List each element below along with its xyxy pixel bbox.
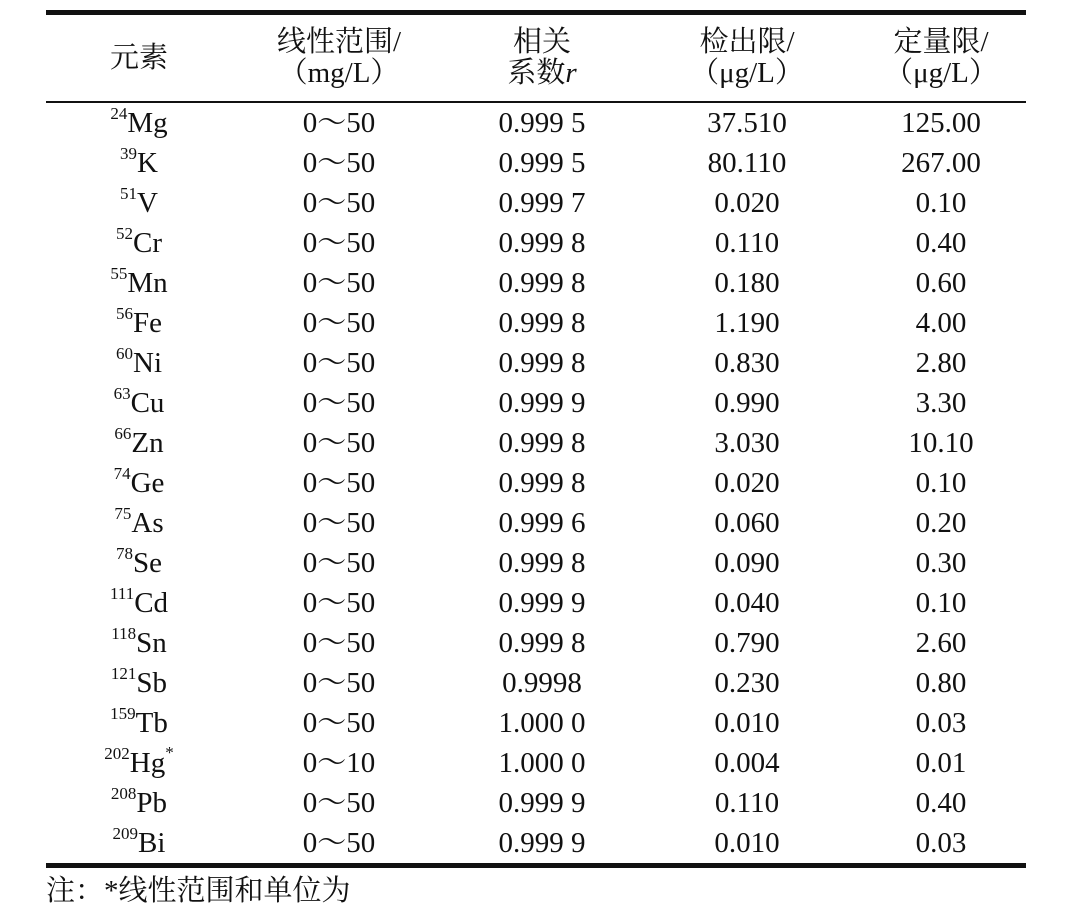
cell-loq: 0.80 — [915, 667, 967, 699]
header-lod-unit: （μg/L） — [690, 57, 804, 89]
footnote-partial: 注：*线性范围和单位为 — [46, 875, 351, 907]
cell-linear-range: 0～50 — [302, 707, 376, 739]
cell-correlation: 0.999 8 — [498, 347, 586, 379]
cell-element — [46, 423, 232, 463]
cell-lod: 0.990 — [714, 387, 780, 419]
cell-loq: 267.00 — [901, 147, 981, 179]
table-row — [46, 223, 1026, 263]
element-symbol: Pb — [136, 787, 168, 819]
cell-element — [46, 663, 232, 703]
cell-correlation: 0.999 9 — [498, 387, 586, 419]
cell-lod: 0.180 — [714, 267, 780, 299]
element-symbol: Mn — [127, 267, 168, 299]
table-row — [46, 783, 1026, 823]
isotope-mass: 66 — [114, 424, 132, 443]
header-lod-label: 检出限/ — [699, 26, 795, 58]
cell-linear-range: 0～50 — [302, 227, 376, 259]
cell-linear-range: 0～50 — [302, 307, 376, 339]
table-row — [46, 383, 1026, 423]
cell-lod: 0.010 — [714, 707, 780, 739]
element-symbol: Fe — [133, 307, 162, 339]
cell-lod: 0.040 — [714, 587, 780, 619]
cell-correlation: 1.000 0 — [498, 747, 586, 779]
cell-linear-range: 0～50 — [302, 187, 376, 219]
header-loq — [856, 13, 1026, 103]
header-lod — [638, 13, 856, 103]
cell-linear-range: 0～50 — [302, 467, 376, 499]
cell-linear-range: 0～50 — [302, 587, 376, 619]
cell-correlation: 0.999 8 — [498, 547, 586, 579]
isotope-mass: 52 — [116, 224, 133, 243]
element-symbol: Cu — [130, 387, 165, 419]
cell-linear-range: 0～50 — [302, 427, 376, 459]
header-correlation — [446, 13, 638, 103]
table-row — [46, 423, 1026, 463]
cell-loq: 0.40 — [915, 787, 967, 819]
isotope-mass: 75 — [114, 504, 132, 523]
element-symbol: Hg — [129, 747, 166, 779]
cell-loq: 0.10 — [915, 467, 967, 499]
cell-element — [46, 102, 232, 143]
cell-linear-range: 0～50 — [302, 347, 376, 379]
cell-loq: 2.80 — [915, 347, 967, 379]
header-correlation-sub — [446, 58, 638, 89]
element-symbol: Zn — [131, 427, 164, 459]
table-row — [46, 743, 1026, 783]
table-row — [46, 583, 1026, 623]
table-header — [46, 13, 1026, 103]
cell-linear-range: 0～50 — [302, 147, 376, 179]
cell-element — [46, 463, 232, 503]
cell-loq: 0.03 — [915, 707, 967, 739]
cell-lod: 0.110 — [714, 227, 780, 259]
isotope-mass: 63 — [113, 384, 131, 403]
header-element — [46, 13, 232, 103]
cell-correlation: 0.999 8 — [498, 307, 586, 339]
isotope-mass: 51 — [120, 184, 138, 203]
header-correlation-label: 相关 — [512, 26, 571, 58]
cell-element — [46, 743, 232, 783]
cell-loq: 0.40 — [915, 227, 967, 259]
cell-correlation: 0.9998 — [502, 667, 582, 699]
element-symbol: Se — [133, 547, 162, 579]
cell-linear-range: 0～50 — [302, 387, 376, 419]
cell-correlation: 0.999 5 — [498, 147, 586, 179]
cell-linear-range: 0～10 — [302, 747, 376, 779]
cell-lod: 1.190 — [714, 307, 780, 339]
element-symbol: Mg — [127, 107, 168, 139]
element-symbol: Sn — [136, 627, 167, 659]
isotope-mass: 121 — [110, 664, 137, 683]
isotope-mass: 39 — [120, 144, 138, 163]
isotope-mass: 118 — [111, 624, 137, 643]
table-row — [46, 663, 1026, 703]
element-symbol: Bi — [138, 827, 166, 859]
cell-lod: 0.020 — [714, 187, 780, 219]
isotope-mass: 24 — [110, 104, 128, 123]
cell-lod: 0.060 — [714, 507, 780, 539]
header-linear-range — [232, 13, 446, 103]
cell-element — [46, 303, 232, 343]
cell-correlation: 0.999 8 — [498, 427, 586, 459]
cell-linear-range: 0～50 — [302, 787, 376, 819]
cell-loq: 0.01 — [915, 747, 967, 779]
isotope-mass: 159 — [110, 704, 136, 723]
cell-element — [46, 263, 232, 303]
table-row — [46, 703, 1026, 743]
cell-lod: 0.010 — [714, 827, 780, 859]
cell-element — [46, 623, 232, 663]
cell-correlation: 0.999 5 — [498, 107, 586, 139]
cell-lod: 0.020 — [714, 467, 780, 499]
element-symbol: Ni — [133, 347, 162, 379]
table-row — [46, 263, 1026, 303]
cell-loq: 125.00 — [901, 107, 981, 139]
cell-linear-range: 0～50 — [302, 107, 376, 139]
element-symbol: Ge — [130, 467, 165, 499]
cell-correlation: 0.999 7 — [498, 187, 586, 219]
table-row — [46, 823, 1026, 866]
isotope-mass: 202 — [104, 744, 130, 763]
cell-lod: 0.230 — [714, 667, 780, 699]
cell-linear-range: 0～50 — [302, 547, 376, 579]
isotope-mass: 74 — [113, 464, 131, 483]
cell-linear-range: 0～50 — [302, 667, 376, 699]
table-container — [46, 10, 1026, 868]
cell-loq: 0.10 — [915, 187, 967, 219]
cell-element — [46, 143, 232, 183]
cell-correlation: 0.999 6 — [498, 507, 586, 539]
header-loq-label: 定量限/ — [893, 26, 989, 58]
cell-linear-range: 0～50 — [302, 827, 376, 859]
header-row — [46, 13, 1026, 103]
cell-element — [46, 543, 232, 583]
isotope-mass: 60 — [116, 344, 133, 363]
element-symbol: Cr — [133, 227, 162, 259]
cell-loq: 10.10 — [908, 427, 974, 459]
table-row — [46, 343, 1026, 383]
table-row — [46, 463, 1026, 503]
element-symbol: V — [137, 187, 158, 219]
isotope-mass: 55 — [110, 264, 128, 283]
cell-correlation: 0.999 9 — [498, 587, 586, 619]
element-symbol: Sb — [136, 667, 168, 699]
cell-element — [46, 583, 232, 623]
cell-lod: 3.030 — [714, 427, 780, 459]
isotope-mass: 209 — [112, 824, 139, 843]
isotope-mass: 208 — [110, 784, 137, 803]
cell-loq: 0.20 — [915, 507, 967, 539]
isotope-mass: 78 — [116, 544, 133, 563]
table-body — [46, 102, 1026, 866]
cell-loq: 0.10 — [915, 587, 967, 619]
cell-element — [46, 223, 232, 263]
cell-linear-range: 0～50 — [302, 627, 376, 659]
table-row — [46, 102, 1026, 143]
footnote-mark: * — [165, 743, 174, 762]
cell-element — [46, 343, 232, 383]
cell-lod: 80.110 — [707, 147, 787, 179]
cell-correlation: 0.999 8 — [498, 627, 586, 659]
cell-element — [46, 783, 232, 823]
cell-lod: 0.004 — [714, 747, 780, 779]
cell-lod: 0.790 — [714, 627, 780, 659]
cell-loq: 2.60 — [915, 627, 967, 659]
cell-linear-range: 0～50 — [302, 507, 376, 539]
isotope-mass: 56 — [116, 304, 133, 323]
cell-lod: 0.090 — [714, 547, 780, 579]
table-row — [46, 303, 1026, 343]
cell-loq: 3.30 — [915, 387, 967, 419]
header-correlation-sub-text: 系数 — [507, 57, 566, 89]
cell-loq: 0.30 — [915, 547, 967, 579]
cell-correlation: 0.999 8 — [498, 467, 586, 499]
element-symbol: Cd — [134, 587, 169, 619]
cell-correlation: 0.999 9 — [498, 827, 586, 859]
cell-lod: 37.510 — [707, 107, 787, 139]
cell-linear-range: 0～50 — [302, 267, 376, 299]
cell-correlation: 0.999 8 — [498, 267, 586, 299]
table-row — [46, 543, 1026, 583]
cell-loq: 4.00 — [915, 307, 967, 339]
isotope-mass: 111 — [109, 584, 135, 603]
cell-loq: 0.03 — [915, 827, 967, 859]
calibration-table — [46, 10, 1026, 868]
element-symbol: K — [137, 147, 158, 179]
cell-element — [46, 703, 232, 743]
header-linear-range-unit: （mg/L） — [278, 57, 400, 89]
cell-correlation: 0.999 8 — [498, 227, 586, 259]
cell-lod: 0.110 — [714, 787, 780, 819]
element-symbol: Tb — [135, 707, 168, 739]
cell-element — [46, 503, 232, 543]
table-row — [46, 623, 1026, 663]
header-linear-range-label: 线性范围/ — [276, 26, 402, 58]
cell-loq: 0.60 — [915, 267, 967, 299]
table-row — [46, 183, 1026, 223]
cell-correlation: 1.000 0 — [498, 707, 586, 739]
cell-element — [46, 183, 232, 223]
cell-element — [46, 383, 232, 423]
cell-lod: 0.830 — [714, 347, 780, 379]
header-element-label: 元素 — [109, 41, 168, 74]
element-symbol: As — [131, 507, 164, 539]
header-correlation-symbol: r — [565, 57, 577, 89]
header-loq-unit: （μg/L） — [884, 57, 998, 89]
table-row — [46, 143, 1026, 183]
cell-correlation: 0.999 9 — [498, 787, 586, 819]
cell-element — [46, 823, 232, 866]
table-row — [46, 503, 1026, 543]
